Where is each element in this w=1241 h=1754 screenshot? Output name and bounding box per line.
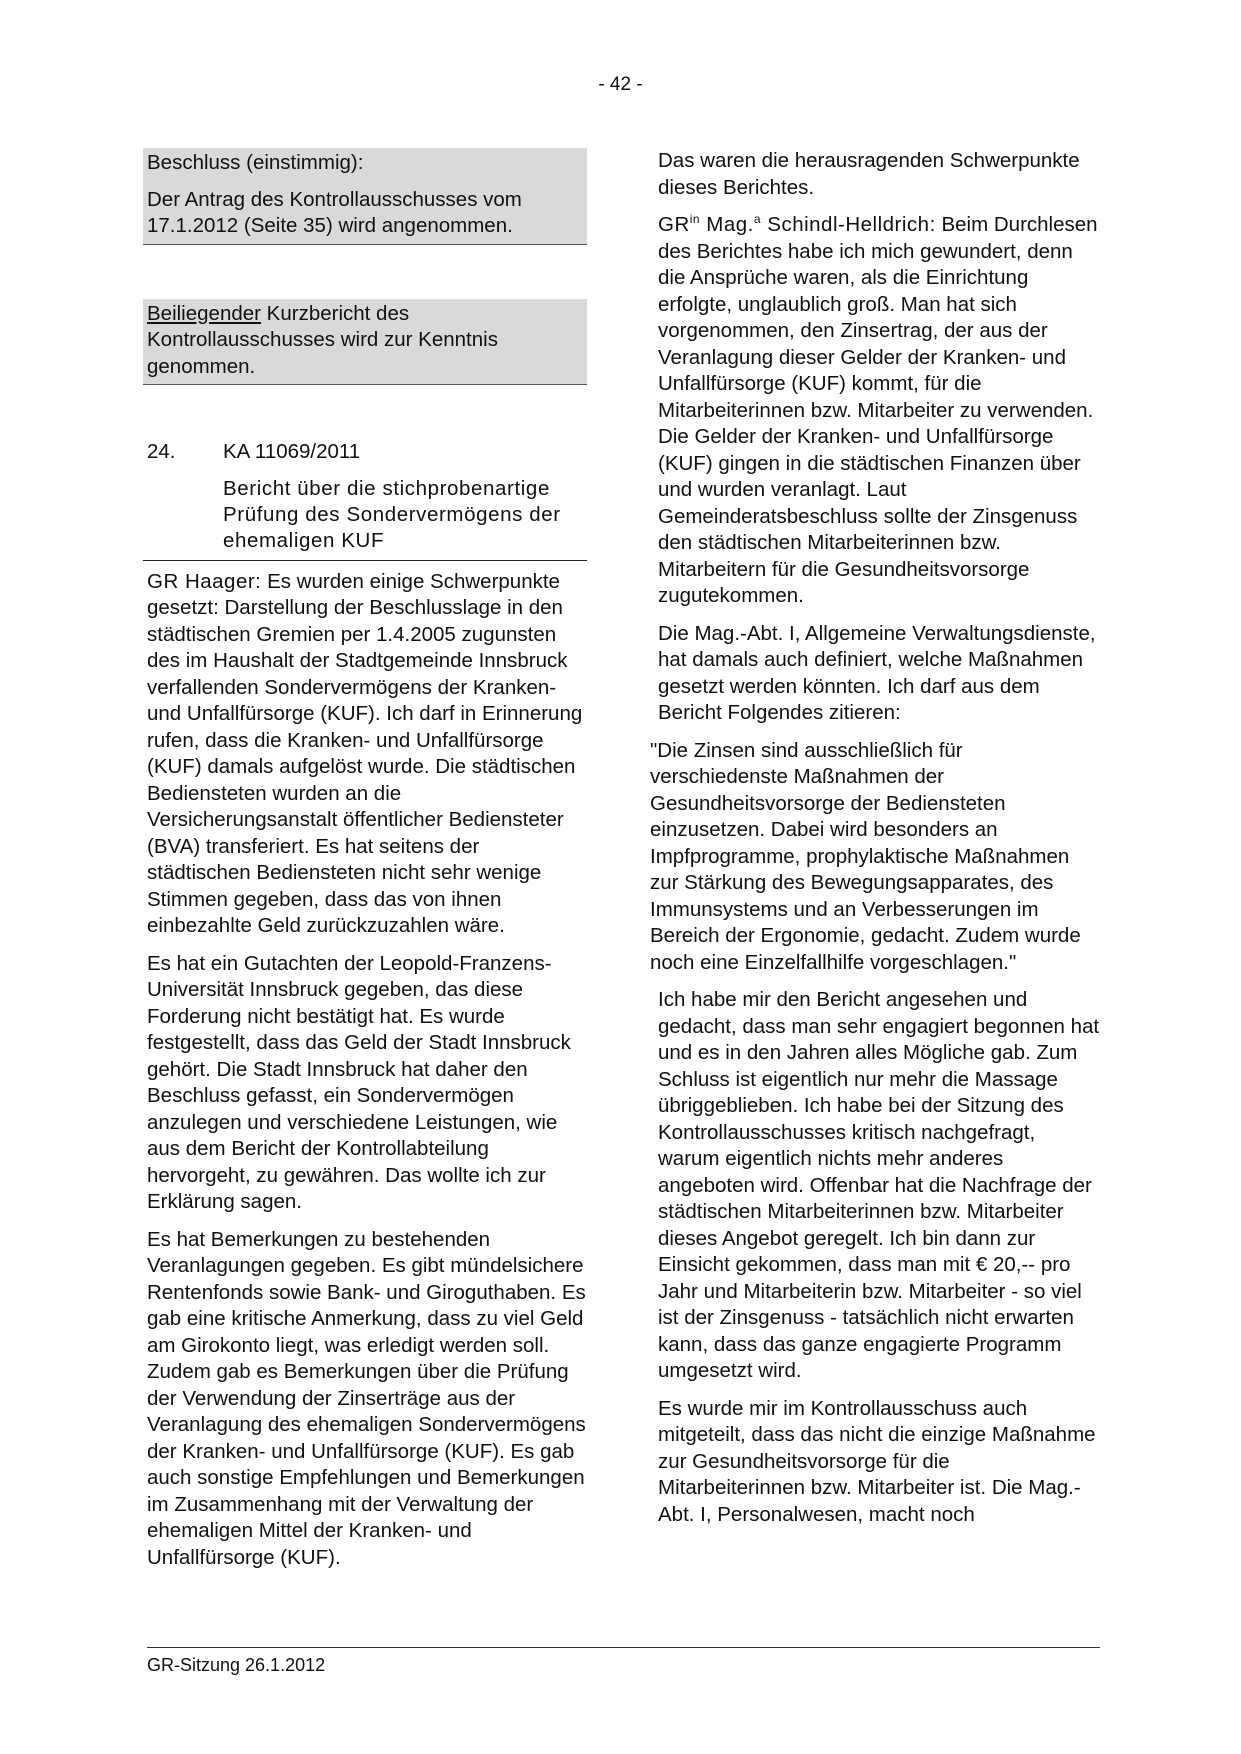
speech-paragraph: Ich habe mir den Bericht angesehen und gedacht, dass man sehr engagiert begonnen hat und es in den Jahren alles Mögliche gab. Zum Schluss ist eigentlich nur mehr die Massage übriggeblieben. Ich habe bei der Sitzung des Kontrollausschusses kritisch nachgefragt, warum eigentlich nichts mehr anderes angeboten wird. Offenbar hat die Nachfrage der städtischen Mitarbeiterinnen bzw. Mitarbeiter dieses Angebot geregelt. Ich bin dann zur Einsicht gekommen, dass man mit € 20,-- pro Jahr und Mitarbeiterin bzw. Mitarbeiter - so viel ist der Zinsgenuss - tatsächlich nicht erwarten kann, dass das ganze engagierte Programm umgesetzt wird.	[658, 988, 1100, 1382]
footer-text: GR-Sitzung 26.1.2012	[147, 1655, 326, 1675]
speech-paragraph: Es hat ein Gutachten der Leopold-Franzens-Universität Innsbruck gegeben, das diese Forderung nicht bestätigt hat. Es wurde festgestellt, dass das Geld der Stadt Innsbruck gehört. Die Stadt Innsbruck hat daher den Beschluss gefasst, ein Sondervermögen anzulegen und verschiedene Leistungen, wie aus dem Bericht der Kontrollabteilung hervorgeht, zu gewähren. Das wollte ich zur Erklärung sagen.	[147, 951, 571, 1213]
decision-box	[143, 148, 587, 245]
speech-paragraph: Die Mag.-Abt. I, Allgemeine Verwaltungsdienste, hat damals auch definiert, welche Maßnahmen gesetzt werden könnten. Ich darf aus dem Bericht Folgendes zitieren:	[658, 621, 1096, 724]
speech-paragraph	[147, 569, 587, 940]
left-column	[147, 148, 587, 1571]
decision-heading: Beschluss (einstimmig):	[147, 151, 364, 174]
speech-paragraph	[658, 212, 1100, 610]
decision-text: Der Antrag des Kontrollausschusses vom 17.1.2012 (Seite 35) wird angenommen.	[147, 187, 522, 237]
speaker-title-sup: in	[689, 212, 701, 227]
speaker-mag-sup: a	[753, 212, 762, 227]
note-box	[143, 299, 587, 386]
speaker-name	[658, 213, 936, 236]
speaker-name: GR Haager:	[147, 569, 262, 593]
agenda-number: 24.	[147, 440, 176, 463]
footer-divider	[147, 1647, 1100, 1648]
note-underlined: Beiliegender	[147, 301, 261, 325]
speech-text: Es wurden einige Schwerpunkte gesetzt: Darstellung der Beschlusslage in den städtischen Gremien per 1.4.2005 zugunsten des im Haushalt der Stadtgemeinde Innsbruck verfallenden Sondervermögens der Kranken- und Unfallfürsorge (KUF). Ich darf in Erinnerung rufen, dass die Kranken- und Unfallfürsorge (KUF) damals aufgelöst wurde. Die städtischen Bediensteten wurden an die Versicherungsanstalt öffentlicher Bediensteter (BVA) transferiert. Es hat seitens der städtischen Bediensteten nicht sehr wenige Stimmen gegeben, dass das von ihnen einbezahlte Geld zurückzuzahlen wäre.	[147, 569, 583, 937]
speech-paragraph: Das waren die herausragenden Schwerpunkte dieses Berichtes.	[658, 149, 1080, 199]
speech-paragraph: Es wurde mir im Kontrollausschuss auch mitgeteilt, dass das nicht die einzige Maßnahme zur Gesundheitsvorsorge für die Mitarbeiterinnen bzw. Mitarbeiter ist. Die Mag.-Abt. I, Personalwesen, macht noch	[658, 1396, 1096, 1526]
quote-paragraph: "Die Zinsen sind ausschließlich für verschiedenste Maßnahmen der Gesundheitsvorsorge der Bediensteten einzusetzen. Dabei wird besonders an Impfprogramme, prophylaktische Maßnahmen zur Stärkung des Bewegungsapparates, des Immunsystems und an Verbesserungen im Bereich der Ergonomie, gedacht. Zudem wurde noch eine Einzelfallhilfe vorgeschlagen."	[650, 738, 1081, 974]
right-column	[650, 148, 1100, 1528]
note-text	[147, 301, 583, 381]
agenda-title: Bericht über die stichprobenartige Prüfung des Sondervermögens der ehemaligen KUF	[223, 476, 561, 552]
speaker-mag: Mag.	[706, 213, 754, 236]
speaker-title: GR	[658, 213, 690, 236]
note-body: Kurzbericht des Kontrollausschusses wird zur Kenntnis genommen.	[147, 301, 498, 378]
agenda-item	[147, 439, 587, 561]
agenda-divider	[143, 560, 587, 561]
speech-paragraph: Es hat Bemerkungen zu bestehenden Veranlagungen gegeben. Es gibt mündelsichere Rentenfonds sowie Bank- und Giroguthaben. Es gab eine kritische Anmerkung, dass zu viel Geld am Girokonto liegt, was erledigt werden soll. Zudem gab es Bemerkungen über die Prüfung der Verwendung der Zinserträge aus der Veranlagung des ehemaligen Sondervermögens der Kranken- und Unfallfürsorge (KUF). Es gab auch sonstige Empfehlungen und Bemerkungen im Zusammenhang mit der Verwaltung der ehemaligen Mittel der Kranken- und Unfallfürsorge (KUF).	[147, 1227, 586, 1569]
speech-text: Beim Durchlesen des Berichtes habe ich mich gewundert, denn die Ansprüche waren, als die Einrichtung erfolgte, unglaublich groß. Man hat sich vorgenommen, den Zinsertrag, der aus der Veranlagung dieser Gelder der Kranken- und Unfallfürsorge (KUF) kommt, für die Mitarbeiterinnen bzw. Mitarbeiter zu verwenden. Die Gelder der Kranken- und Unfallfürsorge (KUF) gingen in die städtischen Finanzen über und wurden veranlagt. Laut Gemeinderatsbeschluss sollte der Zinsgenuss den städtischen Mitarbeiterinnen bzw. Mitarbeitern für die Gesundheitsvorsorge zugutekommen.	[658, 213, 1098, 607]
speaker-surname: Schindl-Helldrich:	[767, 213, 936, 236]
agenda-reference: KA 11069/2011	[223, 440, 361, 463]
page-number: - 42 -	[598, 74, 643, 95]
